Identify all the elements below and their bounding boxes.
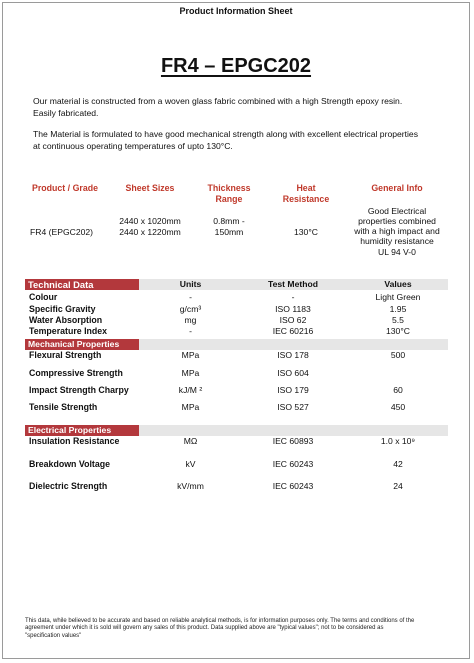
footnote-line-3: "specification values" [25, 632, 82, 639]
mech-row-value: 500 [390, 350, 406, 360]
mech-row-name: Compressive Strength [29, 368, 123, 378]
grade-info-3: with a high impact and [354, 226, 440, 236]
elec-row-name: Insulation Resistance [29, 436, 120, 446]
grade-header-info: General Info [371, 183, 423, 193]
grade-info-5: UL 94 V-0 [378, 247, 416, 257]
tech-row-value: Light Green [375, 292, 421, 302]
technical-data-header [25, 279, 448, 290]
mech-row-units: MPa [181, 368, 200, 378]
sheet-label: Product Information Sheet [179, 6, 293, 16]
elec-row-test: IEC 60243 [272, 459, 314, 469]
intro-line-1: Our material is constructed from a woven glass fabric combined with a high Strength epoxy resin. [33, 96, 403, 106]
mech-row-units: kJ/M ² [178, 385, 203, 395]
grade-size-1: 2440 x 1020mm [119, 216, 181, 226]
tech-row-test: - [291, 292, 295, 302]
technical-data-title: Technical Data [28, 279, 94, 290]
footnote-line-2: agreement under which it is sold will govern any sales of this product. Data supplied above are "typical values"; not to be considered as [25, 625, 384, 632]
mech-row-test: ISO 179 [277, 385, 309, 395]
grade-heat: 130°C [294, 227, 318, 237]
grade-header-heat-1: Heat [296, 183, 316, 193]
page-title [3, 55, 469, 78]
grade-header-sizes: Sheet Sizes [125, 183, 175, 193]
grade-size-2: 2440 x 1220mm [119, 227, 181, 237]
grade-thickness-1: 0.8mm - [213, 216, 245, 226]
mech-row-value: 450 [390, 402, 406, 412]
elec-row-value: 1.0 x 10⁹ [380, 436, 416, 446]
grade-header-thickness-1: Thickness [207, 183, 251, 193]
elec-row-units: kV [185, 459, 196, 469]
electrical-properties-header [25, 425, 448, 436]
tech-row-units: mg [184, 315, 197, 325]
grade-product: FR4 (EPGC202) [30, 227, 94, 237]
elec-row-units: MΩ [183, 436, 198, 446]
mech-row-test: ISO 604 [277, 368, 309, 378]
elec-row-value: 24 [393, 481, 403, 491]
grade-info-4: humidity resistance [360, 236, 434, 246]
col-values-header: Values [384, 279, 412, 289]
tech-row-test: ISO 1183 [275, 304, 311, 314]
elec-row-value: 42 [393, 459, 403, 469]
elec-row-name: Dielectric Strength [29, 481, 108, 491]
mech-row-value: 60 [393, 385, 403, 395]
tech-row-value: 5.5 [392, 315, 404, 325]
tech-row-name: Colour [29, 292, 58, 302]
electrical-properties-title: Electrical Properties [28, 425, 112, 435]
elec-row-units: kV/mm [177, 481, 204, 491]
intro-line-4: at continuous operating temperatures of upto 130°C. [33, 141, 233, 151]
mechanical-label-bg [25, 339, 139, 350]
mech-row-units: MPa [181, 350, 200, 360]
col-test-header: Test Method [268, 279, 318, 289]
mech-row-name: Impact Strength Charpy [29, 385, 129, 395]
elec-row-test: IEC 60893 [272, 436, 314, 446]
tech-row-units: g/cm³ [179, 304, 202, 314]
tech-row-test: IEC 60216 [272, 326, 314, 336]
technical-data-label-bg [25, 279, 139, 290]
intro-line-2: Easily fabricated. [33, 108, 99, 118]
intro-line-3: The Material is formulated to have good mechanical strength along with excellent electrical properties [33, 129, 419, 139]
electrical-label-bg [25, 425, 139, 436]
tech-row-name: Temperature Index [29, 326, 108, 336]
tech-row-name: Water Absorption [29, 315, 103, 325]
mech-row-name: Flexural Strength [29, 350, 102, 360]
grade-header-heat-2: Resistance [282, 194, 330, 204]
grade-info-2: properties combined [358, 216, 436, 226]
grade-header-product: Product / Grade [32, 183, 98, 193]
tech-row-value: 1.95 [389, 304, 407, 314]
product-information-sheet [2, 2, 470, 659]
page-title-text: FR4 – EPGC202 [160, 55, 312, 77]
grade-info-1: Good Electrical [367, 206, 427, 216]
elec-row-test: IEC 60243 [272, 481, 314, 491]
tech-row-units: - [189, 326, 192, 336]
mech-row-units: MPa [181, 402, 200, 412]
tech-row-units: - [189, 292, 192, 302]
grade-thickness-2: 150mm [214, 227, 244, 237]
elec-row-name: Breakdown Voltage [29, 459, 110, 469]
footnote-line-1: This data, while believed to be accurate and based on reliable analytical methods, is for information purposes only. The terms and conditions of the [25, 618, 415, 624]
mechanical-properties-header [25, 339, 448, 350]
tech-row-test: ISO 62 [279, 315, 307, 325]
mechanical-properties-title: Mechanical Properties [28, 339, 120, 349]
tech-row-value: 130°C [386, 326, 410, 336]
mech-row-name: Tensile Strength [29, 402, 98, 412]
col-units-header: Units [179, 279, 202, 289]
tech-row-name: Specific Gravity [29, 304, 96, 314]
disclaimer-footnote [25, 618, 455, 640]
mech-row-test: ISO 527 [277, 402, 309, 412]
grade-header-thickness-2: Range [215, 194, 243, 204]
mech-row-test: ISO 178 [277, 350, 309, 360]
